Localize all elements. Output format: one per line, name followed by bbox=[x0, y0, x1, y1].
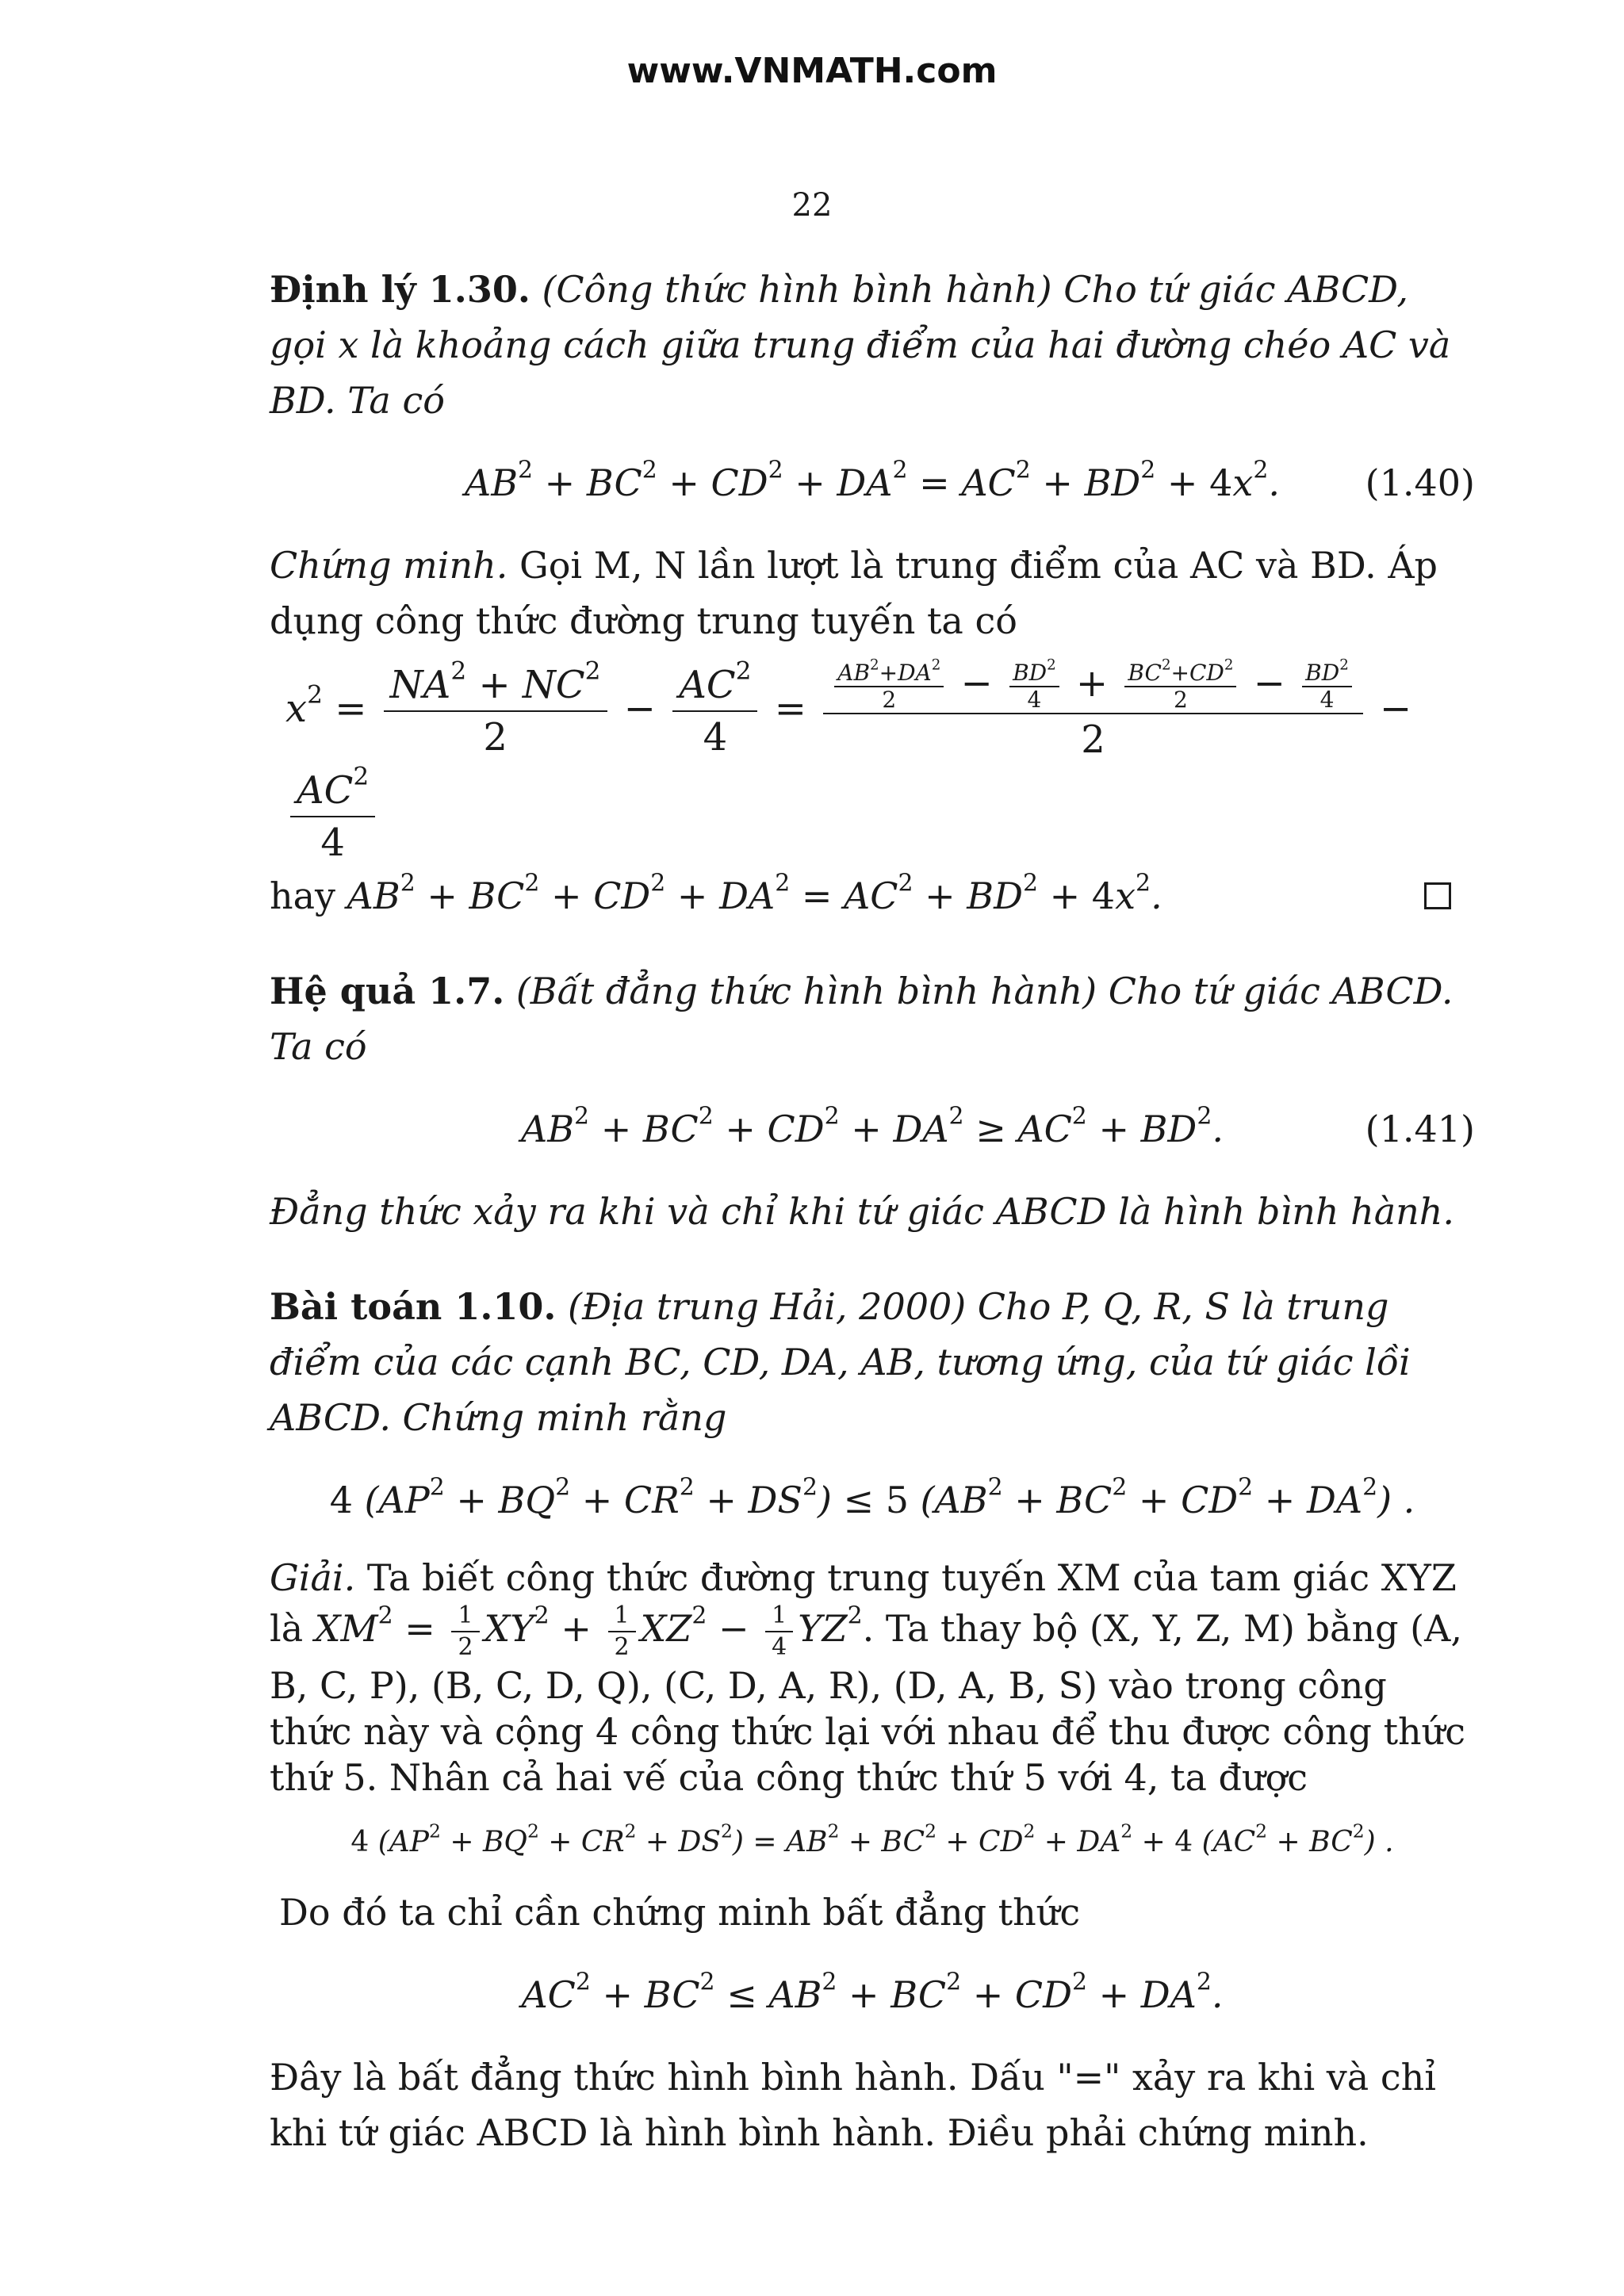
solution-text-1: Ta biết công thức đường trung tuyến XM của tam giác XYZ là bbox=[270, 1556, 1457, 1650]
reduced-inequality: $AC^2 + BC^2 \le AB^2 + BC^2 + CD^2 + DA^2$. bbox=[521, 1968, 1224, 2016]
conclusion-lead: hay bbox=[270, 874, 336, 917]
proof-conclusion: hay $AB^2 + BC^2 + CD^2 + DA^2 = AC^2 + BD^2 + 4x^2$. bbox=[270, 868, 1475, 924]
equation-1-40-body: $AB^2 + BC^2 + CD^2 + DA^2 = AC^2 + BD^2 + 4x^2$. bbox=[464, 456, 1280, 504]
proof-paragraph bbox=[270, 538, 1475, 649]
problem-label: Bài toán 1.10. bbox=[270, 1284, 557, 1328]
equation-tag: (1.40) bbox=[1365, 461, 1475, 504]
site-header: www.VNMATH.com bbox=[626, 51, 998, 91]
corollary-statement: (Bất đẳng thức hình bình hành) Cho tứ giác ABCD. Ta có bbox=[270, 969, 1454, 1068]
theorem-paragraph bbox=[270, 262, 1475, 428]
median-formula: $XM^2$ = $\frac{1}{2}$ $XY^2$ + $\frac{1}{2}$ $XZ^2$ − $\frac{1}{4}$ $YZ^2$ bbox=[314, 1601, 863, 1661]
solution-paragraph bbox=[270, 1555, 1475, 1800]
corollary-label: Hệ quả 1.7. bbox=[270, 969, 505, 1012]
solution-text-3: Do đó ta chỉ cần chứng minh bất đẳng thức bbox=[279, 1890, 1081, 1934]
proof-label: Chứng minh. bbox=[270, 544, 508, 587]
qed-box-icon bbox=[1424, 882, 1451, 909]
solution-text-2: . Ta thay bộ (X, Y, Z, M) bằng (A, B, C, P), (B, C, D, Q), (C, D, A, R), (D, A, B, S) vào trong công thức này và cộng 4 công thức lại với nhau để thu được công thức thứ 5. Nhân cả hai vế của công thức thứ 5 với 4, ta được bbox=[270, 1606, 1466, 1799]
equation-1-41: $AB^2 + BC^2 + CD^2 + DA^2 \ge AC^2 + BD^2$. (1.41) bbox=[270, 1101, 1475, 1157]
solution-text-4: Đây là bất đẳng thức hình bình hành. Dấu "=" xảy ra khi và chỉ khi tứ giác ABCD là hình bình hành. Điều phải chứng minh. bbox=[270, 2055, 1436, 2154]
problem-statement: (Địa trung Hải, 2000) Cho P, Q, R, S là trung điểm của các cạnh BC, CD, DA, AB, tương ứng, của tứ giác lồi ABCD. Chứng minh rằng bbox=[270, 1284, 1411, 1439]
page-number: 22 bbox=[791, 187, 833, 224]
corollary-paragraph bbox=[270, 963, 1475, 1074]
equation-1-40 bbox=[270, 455, 1475, 511]
page-content bbox=[270, 262, 1475, 2160]
median-equation: $x^2$ = $\frac{NA^2 + NC^2}{2}$ − $\frac{AC^2}{4}$ = $\frac{AB^2+DA^2}{2}$ − $\frac{BD^2}{4}$ + $\frac{BC^2+CD^2}{2}$ − $\frac{BD^2}{4}$ 2 − $\frac{AC^2}{4}$ bbox=[285, 656, 1412, 865]
theorem-statement: (Công thức hình bình hành) Cho tứ giác ABCD, gọi x là khoảng cách giữa trung điểm của hai đường chéo AC và BD. Ta có bbox=[270, 268, 1451, 422]
corollary-equality: Đẳng thức xảy ra khi và chỉ khi tứ giác ABCD là hình bình hành. bbox=[270, 1189, 1455, 1233]
theorem-label: Định lý 1.30. bbox=[270, 268, 530, 311]
proof-text: Gọi M, N lần lượt là trung điểm của AC và BD. Áp dụng công thức đường trung tuyến ta có bbox=[270, 544, 1438, 642]
solution-label: Giải. bbox=[270, 1556, 356, 1599]
problem-inequality: 4 $(AP^2 + BQ^2 + CR^2 + DS^2) \le 5$ $(AB^2 + BC^2 + CD^2 + DA^2)$ . bbox=[329, 1473, 1415, 1521]
equation-tag-1-41: (1.41) bbox=[1365, 1107, 1475, 1150]
problem-paragraph bbox=[270, 1279, 1475, 1445]
sum-equation: 4 $(AP^2 + BQ^2 + CR^2 + DS^2) = AB^2 + BC^2 + CD^2 + DA^2 + 4$ $(AC^2 + BC^2)$ . bbox=[350, 1819, 1394, 1858]
